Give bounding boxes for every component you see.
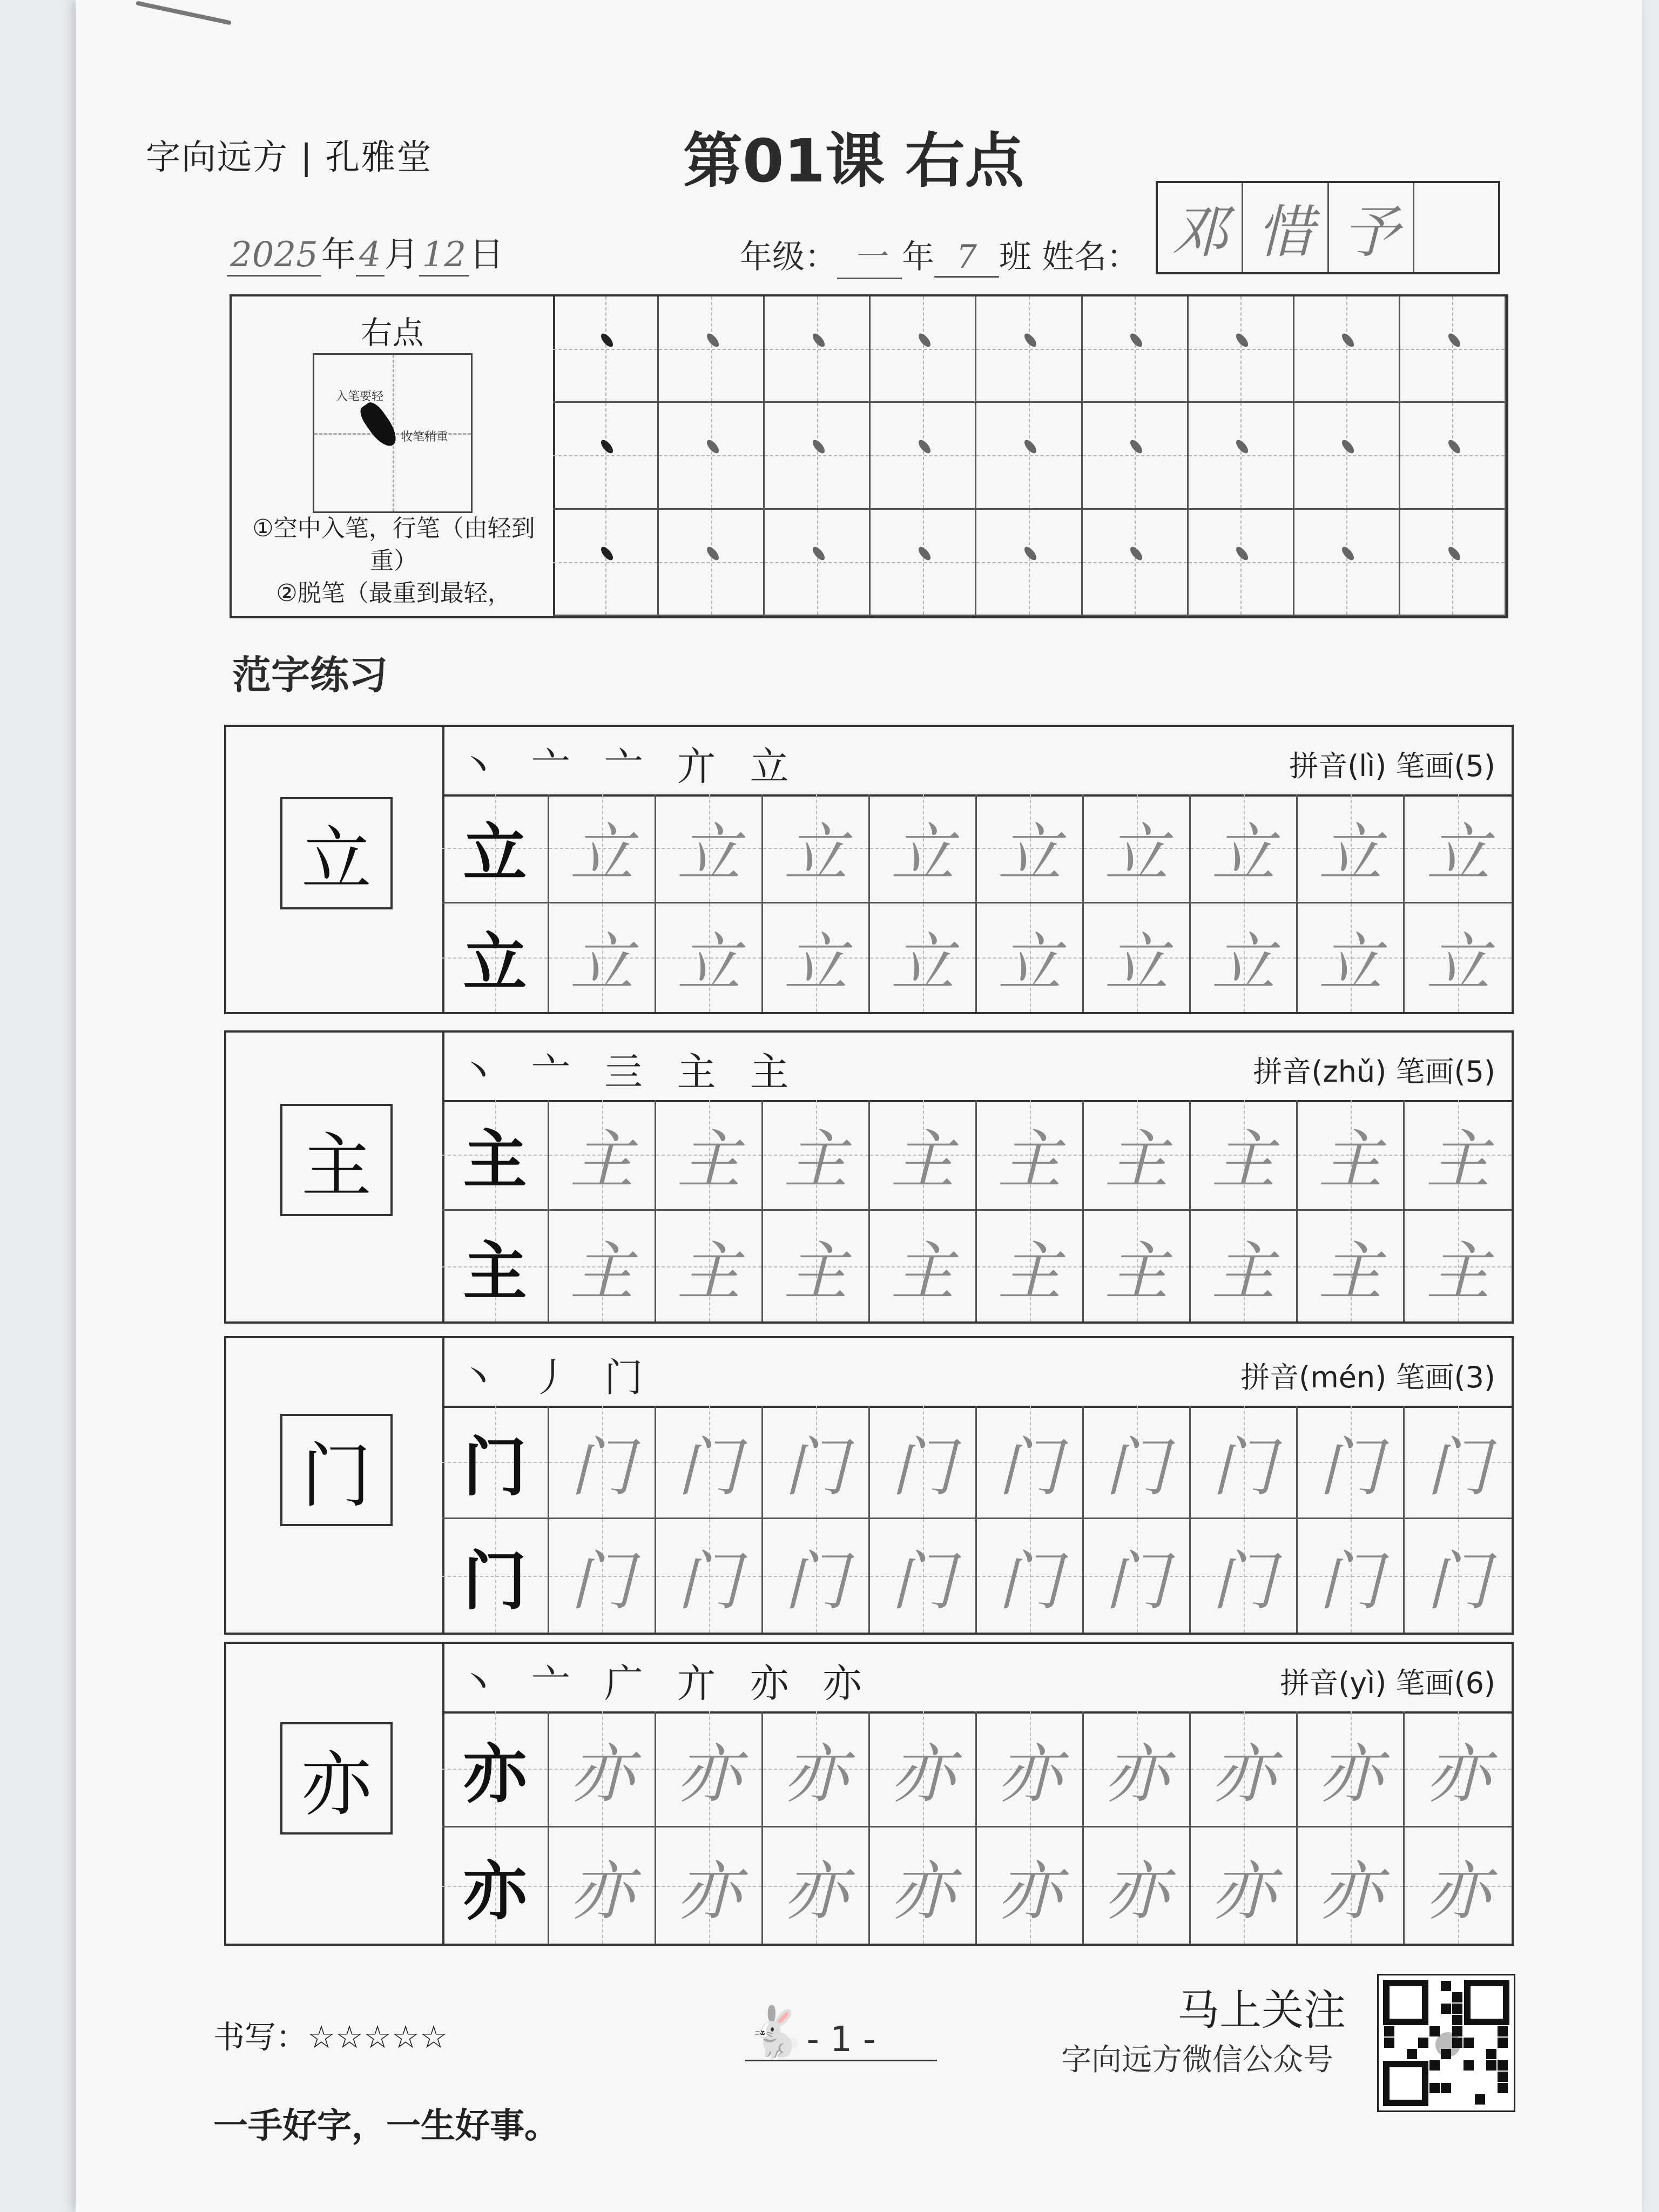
practice-char: 门 (1211, 1429, 1276, 1505)
practice-char: 亦 (997, 1737, 1062, 1811)
stroke-cell (659, 296, 765, 403)
stroke-cell (1189, 296, 1294, 403)
stroke-cell (553, 403, 659, 509)
stroke-cell (659, 510, 765, 616)
traced-char-cell (977, 903, 1084, 1013)
dot-stroke-icon (1234, 545, 1250, 562)
stroke-cell (659, 403, 765, 509)
traced-char-cell (1405, 903, 1512, 1013)
practice-char: 门 (1211, 1544, 1276, 1618)
traced-char-cell (1191, 1519, 1298, 1633)
dot-stroke-icon (1340, 438, 1356, 455)
practice-char: 亦 (784, 1737, 848, 1811)
stroke-cell (1083, 296, 1189, 403)
practice-char: 立 (1426, 816, 1490, 891)
model-char-box: 门 (280, 1414, 393, 1526)
traced-char-cell (870, 794, 977, 903)
practice-char: 立 (1211, 816, 1276, 891)
practice-char: 主 (1318, 1123, 1382, 1197)
practice-char: 亦 (1104, 1853, 1169, 1928)
stroke-note-1: ①空中入笔，行笔（由轻到重） (252, 515, 535, 575)
dot-stroke-icon (1022, 545, 1038, 562)
practice-char: 主 (570, 1234, 634, 1309)
stroke-grid (553, 296, 1506, 616)
practice-char: 亦 (1426, 1737, 1490, 1811)
practice-char: 主 (891, 1234, 955, 1309)
practice-char: 门 (784, 1544, 848, 1618)
practice-char: 主 (463, 1122, 527, 1197)
stroke-cell (871, 403, 976, 509)
traced-char-cell (1191, 1100, 1298, 1211)
practice-char: 立 (997, 816, 1062, 891)
qr-module (1452, 2015, 1462, 2025)
traced-char-cell (656, 1406, 763, 1519)
class-line: 年级： 一 年 7 班 姓名： (740, 231, 1139, 279)
char-meta: 拼音(mén) 笔画(3) (1240, 1360, 1495, 1394)
qr-module (1384, 2038, 1394, 2048)
traced-char-cell (977, 1519, 1084, 1633)
wechat-text: 字向远方微信公众号 (1061, 2042, 1333, 2078)
traced-char-cell (1405, 1406, 1512, 1519)
name-label: 姓名： (1042, 238, 1139, 276)
dot-stroke-icon (1446, 332, 1462, 349)
traced-char-cell (763, 1100, 870, 1211)
practice-char: 门 (1426, 1544, 1490, 1618)
qr-module (1498, 2060, 1508, 2071)
traced-char-cell (977, 1711, 1084, 1827)
dot-stroke-icon (1340, 545, 1356, 562)
practice-char: 立 (677, 926, 741, 1001)
stroke-cell (871, 296, 976, 403)
qr-module (1429, 2060, 1440, 2071)
practice-char: 亦 (1211, 1737, 1276, 1811)
practice-char: 亦 (463, 1853, 527, 1928)
dot-stroke-icon (1340, 332, 1356, 349)
qr-module (1498, 2026, 1508, 2036)
traced-char-cell (1405, 794, 1512, 903)
dot-stroke-icon (1128, 438, 1144, 455)
grade-value: 一 (837, 231, 902, 279)
practice-char: 亦 (570, 1737, 634, 1811)
name-char: 惜 (1243, 183, 1328, 272)
brand-logo: 字向远方 | 孔雅堂 (146, 138, 433, 178)
traced-char-cell (656, 1827, 763, 1944)
practice-char: 主 (677, 1123, 741, 1197)
qr-module (1464, 2060, 1474, 2071)
traced-char-cell (1191, 1711, 1298, 1827)
stroke-cell (553, 510, 659, 616)
model-char-cell (442, 1211, 549, 1321)
practice-char: 立 (891, 816, 955, 891)
practice-char: 门 (891, 1429, 955, 1505)
practice-char: 立 (463, 815, 527, 891)
traced-char-cell (549, 1519, 656, 1633)
stroke-cell (1083, 510, 1189, 616)
qr-module (1384, 2026, 1394, 2036)
qr-module (1486, 2049, 1496, 2059)
traced-char-cell (1084, 903, 1191, 1013)
dot-stroke-icon (599, 332, 615, 349)
practice-grid (442, 1406, 1512, 1633)
qr-module (1452, 2004, 1462, 2014)
practice-char: 门 (463, 1429, 527, 1505)
practice-char: 亦 (1104, 1737, 1169, 1811)
qr-module (1498, 2072, 1508, 2082)
traced-char-cell (870, 1711, 977, 1827)
traced-char-cell (656, 903, 763, 1013)
traced-char-cell (656, 794, 763, 903)
traced-char-cell (1084, 1100, 1191, 1211)
practice-char: 门 (463, 1543, 527, 1618)
traced-char-cell (1405, 1827, 1512, 1944)
practice-char: 立 (1318, 816, 1382, 891)
practice-title: 范字练习 (232, 652, 388, 698)
dot-stroke-icon (1234, 332, 1250, 349)
rabbit-icon: 🐇 (745, 2004, 806, 2060)
qr-module (1452, 2038, 1462, 2048)
traced-char-cell (549, 1406, 656, 1519)
practice-char: 立 (1104, 926, 1169, 1001)
traced-char-cell (870, 1827, 977, 1944)
traced-char-cell (977, 1827, 1084, 1944)
stroke-cell (1400, 296, 1506, 403)
practice-char: 亦 (1318, 1853, 1382, 1928)
model-char-cell (442, 903, 549, 1013)
stroke-note-2: ②脱笔（最重到最轻， (276, 579, 511, 607)
practice-char: 立 (784, 816, 848, 891)
traced-char-cell (870, 1406, 977, 1519)
practice-char: 门 (1426, 1429, 1490, 1505)
practice-char: 主 (1104, 1123, 1169, 1197)
dot-stroke-icon (916, 438, 933, 455)
qr-module (1407, 2049, 1417, 2059)
traced-char-cell (870, 1211, 977, 1321)
stroke-info (232, 296, 555, 616)
date-month: 4 (356, 235, 385, 276)
qr-module (1429, 2083, 1440, 2093)
stroke-order: 丶 亠 亖 主 主 (458, 1049, 800, 1095)
practice-char: 主 (891, 1123, 955, 1197)
traced-char-cell (763, 1406, 870, 1519)
traced-char-cell (1405, 1211, 1512, 1321)
practice-char: 亦 (997, 1853, 1062, 1928)
practice-char: 立 (463, 925, 527, 1001)
dot-stroke-icon (1128, 332, 1144, 349)
traced-char-cell (549, 903, 656, 1013)
name-char (1414, 183, 1498, 272)
stroke-cell (1294, 510, 1400, 616)
practice-char: 亦 (784, 1853, 848, 1928)
traced-char-cell (1191, 903, 1298, 1013)
traced-char-cell (1191, 1827, 1298, 1944)
traced-char-cell (1405, 1519, 1512, 1633)
practice-char: 亦 (1426, 1853, 1490, 1928)
dot-stroke-icon (811, 438, 827, 455)
follow-text: 马上关注 (1177, 1986, 1346, 2035)
date-year: 2025 (227, 235, 321, 276)
traced-char-cell (977, 1100, 1084, 1211)
char-block (224, 725, 1514, 1014)
practice-char: 主 (1426, 1123, 1490, 1197)
stroke-cell (1400, 403, 1506, 509)
practice-char: 亦 (463, 1736, 527, 1811)
practice-char: 亦 (1211, 1853, 1276, 1928)
stroke-demo (313, 353, 473, 513)
char-block (224, 1336, 1514, 1635)
stroke-cell (1294, 403, 1400, 509)
traced-char-cell (1298, 1100, 1405, 1211)
traced-char-cell (1298, 1827, 1405, 1944)
traced-char-cell (1084, 1211, 1191, 1321)
dot-stroke-icon (1446, 545, 1462, 562)
qr-module (1475, 2094, 1485, 2105)
stroke-cell (765, 296, 871, 403)
dot-stroke-icon (811, 545, 827, 562)
qr-module (1498, 2038, 1508, 2048)
qr-code-icon[interactable] (1377, 1974, 1515, 2112)
stroke-cell (1294, 296, 1400, 403)
practice-char: 亦 (570, 1853, 634, 1928)
class-value: 7 (934, 238, 999, 278)
qr-module (1464, 2038, 1474, 2048)
dot-stroke-icon (705, 332, 721, 349)
traced-char-cell (1084, 1406, 1191, 1519)
practice-char: 门 (997, 1429, 1062, 1505)
dot-stroke-icon (599, 438, 615, 455)
traced-char-cell (763, 1827, 870, 1944)
qr-module (1452, 1992, 1462, 2002)
practice-char: 主 (784, 1234, 848, 1309)
practice-char: 亦 (677, 1853, 741, 1928)
stroke-cell (553, 296, 659, 403)
stroke-cell (976, 403, 1082, 509)
practice-grid (442, 1711, 1512, 1944)
practice-char: 门 (1318, 1429, 1382, 1505)
practice-char: 立 (891, 926, 955, 1001)
motto: 一手好字，一生好事。 (213, 2106, 559, 2146)
model-char-cell (442, 1406, 549, 1519)
traced-char-cell (870, 1100, 977, 1211)
traced-char-cell (1298, 1711, 1405, 1827)
dot-stroke-icon (811, 332, 827, 349)
model-char-cell (442, 1711, 549, 1827)
traced-char-cell (1084, 1827, 1191, 1944)
traced-char-cell (763, 903, 870, 1013)
traced-char-cell (977, 794, 1084, 903)
stroke-cell (1083, 403, 1189, 509)
practice-char: 门 (997, 1544, 1062, 1618)
traced-char-cell (549, 794, 656, 903)
qr-module (1441, 2049, 1451, 2059)
stroke-cell (976, 296, 1082, 403)
dot-stroke-icon (1446, 438, 1462, 455)
date-day: 12 (419, 235, 469, 276)
dot-stroke-icon (705, 545, 721, 562)
traced-char-cell (656, 1711, 763, 1827)
traced-char-cell (1191, 794, 1298, 903)
qr-module (1418, 2038, 1428, 2048)
practice-grid (442, 794, 1512, 1012)
practice-char: 门 (1104, 1429, 1169, 1505)
practice-char: 门 (677, 1544, 741, 1618)
traced-char-cell (870, 903, 977, 1013)
practice-char: 亦 (891, 1853, 955, 1928)
practice-char: 立 (1318, 926, 1382, 1001)
char-block (224, 1030, 1514, 1324)
practice-char: 主 (463, 1233, 527, 1309)
dot-stroke-icon (356, 399, 402, 451)
stroke-order: 丶 亠 亠 亣 立 (458, 744, 800, 789)
dot-stroke-icon (1022, 332, 1038, 349)
traced-char-cell (1191, 1211, 1298, 1321)
model-char-box: 立 (280, 797, 393, 909)
dot-stroke-icon (1022, 438, 1038, 455)
practice-char: 主 (1104, 1234, 1169, 1309)
char-meta: 拼音(yì) 笔画(6) (1280, 1666, 1495, 1700)
stroke-cell (1189, 403, 1294, 509)
traced-char-cell (1405, 1711, 1512, 1827)
traced-char-cell (1405, 1100, 1512, 1211)
traced-char-cell (763, 1211, 870, 1321)
traced-char-cell (656, 1100, 763, 1211)
traced-char-cell (1298, 794, 1405, 903)
traced-char-cell (977, 1406, 1084, 1519)
practice-char: 主 (570, 1123, 634, 1197)
traced-char-cell (763, 1519, 870, 1633)
practice-char: 立 (997, 926, 1062, 1001)
practice-char: 门 (1104, 1544, 1169, 1618)
stroke-cell (976, 510, 1082, 616)
traced-char-cell (1298, 903, 1405, 1013)
traced-char-cell (549, 1211, 656, 1321)
practice-char: 亦 (891, 1737, 955, 1811)
stroke-label: 右点 (361, 314, 424, 351)
stroke-practice-box (230, 294, 1508, 618)
traced-char-cell (549, 1100, 656, 1211)
qr-module (1441, 1981, 1451, 1991)
practice-char: 立 (1104, 816, 1169, 891)
practice-char: 门 (891, 1544, 955, 1618)
practice-char: 主 (1211, 1123, 1276, 1197)
stroke-cell (765, 510, 871, 616)
dot-stroke-icon (599, 545, 615, 562)
traced-char-cell (1084, 794, 1191, 903)
practice-char: 立 (677, 816, 741, 891)
dot-stroke-icon (1234, 438, 1250, 455)
practice-char: 主 (1211, 1234, 1276, 1309)
traced-char-cell (1191, 1406, 1298, 1519)
demo-text-start: 入笔要轻 (336, 390, 384, 403)
traced-char-cell (549, 1711, 656, 1827)
page-number: - 1 - (745, 2020, 937, 2061)
model-char-box: 亦 (280, 1722, 393, 1835)
char-block (224, 1642, 1514, 1946)
demo-text-end: 收笔稍重 (401, 430, 449, 444)
lesson-title: 第01课 右点 (683, 126, 1024, 195)
qr-module (1441, 2083, 1451, 2093)
traced-char-cell (1298, 1519, 1405, 1633)
practice-char: 门 (570, 1429, 634, 1505)
stroke-cell (1189, 510, 1294, 616)
traced-char-cell (549, 1827, 656, 1944)
model-char-cell (442, 1827, 549, 1944)
traced-char-cell (1298, 1211, 1405, 1321)
traced-char-cell (656, 1519, 763, 1633)
dot-stroke-icon (705, 438, 721, 455)
dot-stroke-icon (1128, 545, 1144, 562)
practice-char: 立 (784, 926, 848, 1001)
traced-char-cell (1084, 1519, 1191, 1633)
qr-module (1441, 2004, 1451, 2014)
stroke-order: 丶 亠 广 亣 亦 亦 (458, 1661, 873, 1706)
practice-char: 立 (1211, 926, 1276, 1001)
char-meta: 拼音(lì) 笔画(5) (1289, 749, 1495, 783)
traced-char-cell (763, 1711, 870, 1827)
traced-char-cell (1084, 1711, 1191, 1827)
writing-rating: 书写：☆☆☆☆☆ (213, 2019, 448, 2055)
practice-char: 主 (1318, 1234, 1382, 1309)
stroke-cell (765, 403, 871, 509)
stroke-order: 丶 丿 门 (458, 1355, 654, 1400)
practice-char: 门 (570, 1544, 634, 1618)
practice-char: 门 (784, 1429, 848, 1505)
practice-char: 主 (997, 1123, 1062, 1197)
practice-char: 门 (677, 1429, 741, 1505)
traced-char-cell (870, 1519, 977, 1633)
practice-char: 立 (570, 926, 634, 1001)
dot-stroke-icon (916, 332, 933, 349)
name-char: 邓 (1158, 183, 1243, 272)
practice-char: 门 (1318, 1544, 1382, 1618)
model-char-box: 主 (280, 1104, 393, 1216)
practice-char: 立 (570, 816, 634, 891)
practice-char: 主 (677, 1234, 741, 1309)
traced-char-cell (763, 794, 870, 903)
traced-char-cell (1298, 1406, 1405, 1519)
traced-char-cell (656, 1211, 763, 1321)
date-line: 2025年4月12日 (227, 227, 504, 276)
qr-module (1429, 2026, 1440, 2036)
practice-grid (442, 1100, 1512, 1321)
practice-char: 亦 (677, 1737, 741, 1811)
name-char: 予 (1329, 183, 1414, 272)
practice-char: 亦 (1318, 1737, 1382, 1811)
practice-char: 主 (1426, 1234, 1490, 1309)
stroke-cell (1400, 510, 1506, 616)
stroke-cell (871, 510, 976, 616)
practice-char: 主 (784, 1123, 848, 1197)
model-char-cell (442, 794, 549, 903)
practice-char: 主 (997, 1234, 1062, 1309)
dot-stroke-icon (916, 545, 933, 562)
model-char-cell (442, 1100, 549, 1211)
traced-char-cell (977, 1211, 1084, 1321)
char-meta: 拼音(zhǔ) 笔画(5) (1253, 1055, 1495, 1089)
model-char-cell (442, 1519, 549, 1633)
qr-module (1452, 2026, 1462, 2036)
qr-module (1498, 2083, 1508, 2093)
name-box (1156, 181, 1500, 274)
qr-module (1486, 2060, 1496, 2071)
practice-char: 立 (1426, 926, 1490, 1001)
